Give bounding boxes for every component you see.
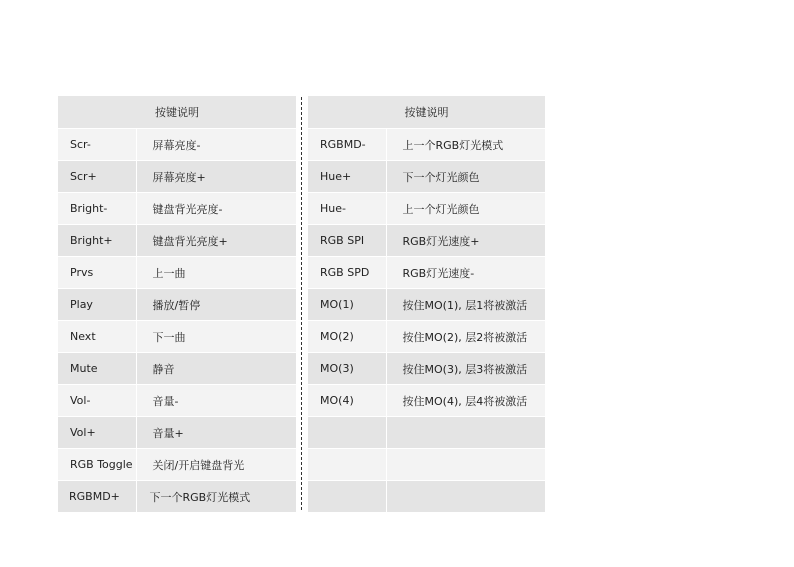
key-name: Bright+: [58, 225, 136, 257]
key-name: Scr+: [58, 161, 136, 193]
key-name: Mute: [58, 353, 136, 385]
table-row: [58, 353, 296, 385]
left-key-table: [58, 96, 296, 513]
table-row: [308, 289, 545, 321]
table-row: [58, 161, 296, 193]
key-name: Play: [58, 289, 136, 321]
key-name: [308, 417, 386, 449]
key-name: Vol-: [58, 385, 136, 417]
key-description: [386, 449, 545, 481]
key-description: 按住MO(3), 层3将被激活: [386, 353, 545, 385]
key-name: Prvs: [58, 257, 136, 289]
key-name: Bright-: [58, 193, 136, 225]
table-header: 按键说明: [58, 96, 296, 129]
key-description: 下一个RGB灯光模式: [136, 481, 296, 513]
key-description: 键盘背光亮度-: [136, 193, 296, 225]
table-row: [308, 321, 545, 353]
key-description: 按住MO(2), 层2将被激活: [386, 321, 545, 353]
key-description: 上一曲: [136, 257, 296, 289]
key-description: 关闭/开启键盘背光: [136, 449, 296, 481]
key-description: [386, 481, 545, 513]
key-description: RGB灯光速度-: [386, 257, 545, 289]
key-description: 按住MO(1), 层1将被激活: [386, 289, 545, 321]
table-header-row: [58, 96, 296, 129]
key-description: 屏幕亮度+: [136, 161, 296, 193]
key-name: RGB Toggle: [58, 449, 136, 481]
table-header-row: [308, 96, 545, 129]
table-row: [308, 385, 545, 417]
table-row: [58, 449, 296, 481]
key-name: MO(4): [308, 385, 386, 417]
table-row: [308, 417, 545, 449]
table-row: [308, 129, 545, 161]
key-description: 上一个RGB灯光模式: [386, 129, 545, 161]
key-description: 静音: [136, 353, 296, 385]
key-name: Next: [58, 321, 136, 353]
table-row: [58, 481, 296, 513]
key-name: Scr-: [58, 129, 136, 161]
table-row: [58, 193, 296, 225]
key-description: 屏幕亮度-: [136, 129, 296, 161]
key-description: RGB灯光速度+: [386, 225, 545, 257]
key-description: 音量-: [136, 385, 296, 417]
table-row: [308, 193, 545, 225]
table-row: [58, 385, 296, 417]
table-row: [308, 161, 545, 193]
dashed-divider: [301, 97, 302, 510]
key-name: Vol+: [58, 417, 136, 449]
table-row: [58, 321, 296, 353]
key-name: RGBMD+: [58, 481, 136, 513]
key-description: 上一个灯光颜色: [386, 193, 545, 225]
table-row: [58, 417, 296, 449]
key-description: 键盘背光亮度+: [136, 225, 296, 257]
table-row: [58, 129, 296, 161]
table-row: [58, 257, 296, 289]
table-header: 按键说明: [308, 96, 545, 129]
key-name: Hue-: [308, 193, 386, 225]
key-description: 音量+: [136, 417, 296, 449]
key-name: RGBMD-: [308, 129, 386, 161]
key-name: MO(1): [308, 289, 386, 321]
table-row: [58, 225, 296, 257]
table-row: [308, 481, 545, 513]
table-row: [308, 449, 545, 481]
key-name: [308, 481, 386, 513]
key-description: [386, 417, 545, 449]
key-description: 下一个灯光颜色: [386, 161, 545, 193]
key-description: 按住MO(4), 层4将被激活: [386, 385, 545, 417]
table-row: [308, 353, 545, 385]
right-key-table: [308, 96, 545, 513]
table-row: [308, 257, 545, 289]
key-name: [308, 449, 386, 481]
table-row: [58, 289, 296, 321]
key-description: 播放/暂停: [136, 289, 296, 321]
key-name: RGB SPI: [308, 225, 386, 257]
key-name: MO(2): [308, 321, 386, 353]
key-name: RGB SPD: [308, 257, 386, 289]
table-row: [308, 225, 545, 257]
key-name: MO(3): [308, 353, 386, 385]
key-description: 下一曲: [136, 321, 296, 353]
key-name: Hue+: [308, 161, 386, 193]
